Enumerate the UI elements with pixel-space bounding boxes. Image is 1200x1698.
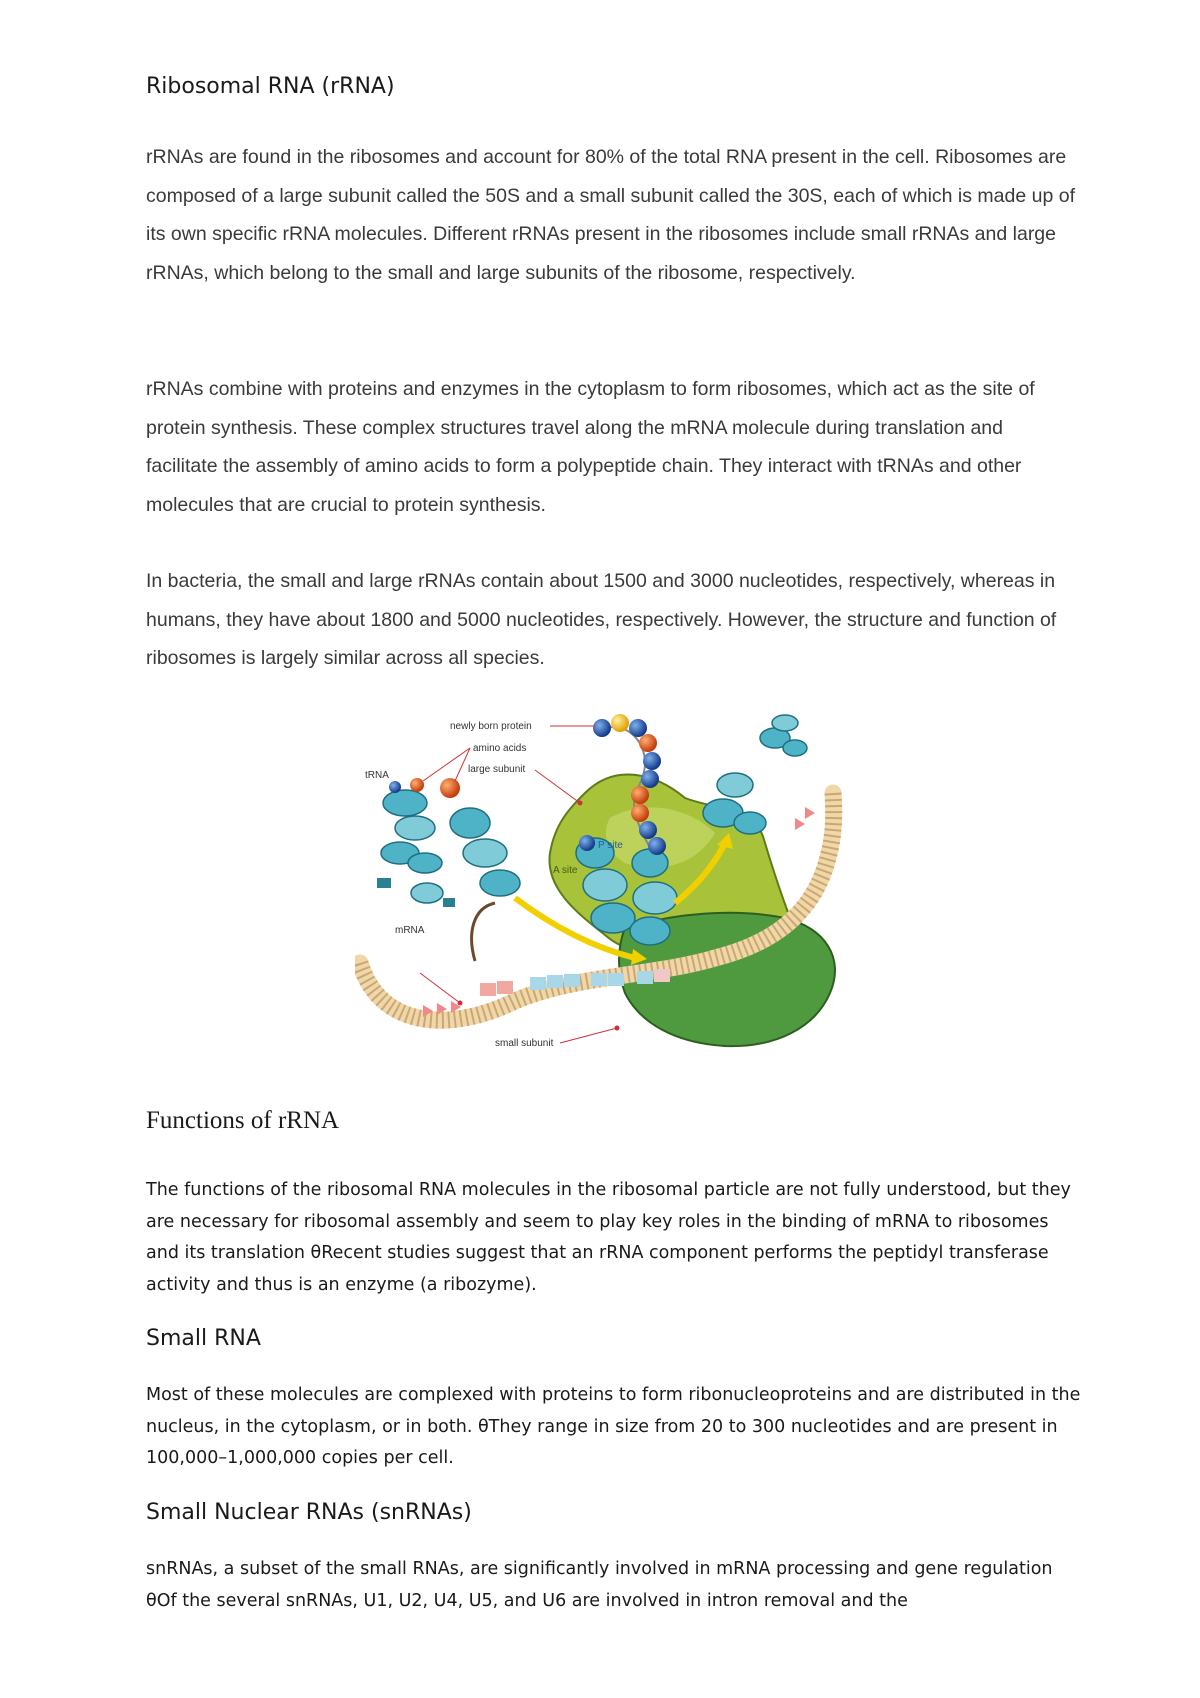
section-title-ribosomal-rna: Ribosomal RNA (rRNA) <box>146 74 395 99</box>
rrna-paragraph-3: In bacteria, the small and large rRNAs contain about 1500 and 3000 nucleotides, respectively, whereas in humans, they have about 1800 and 5000 nucleotides, respectively. However, the structure and function of ribosomes is largely similar across all species. <box>146 570 1057 669</box>
label-amino-acids: amino acids <box>473 743 527 754</box>
label-p-site: P site <box>598 840 623 851</box>
label-a-site: A site <box>553 865 578 876</box>
label-trna: tRNA <box>365 770 389 781</box>
ribosome-translation-diagram <box>355 703 865 1058</box>
trna-left-group <box>377 778 455 907</box>
section-title-small-rna: Small RNA <box>146 1326 261 1351</box>
rrna-paragraph-2: rRNAs combine with proteins and enzymes in the cytoplasm to form ribosomes, which act as the site of protein synthesis. These complex structures travel along the mRNA molecule during translation and facilitate the assembly of amino acids to form a polypeptide chain. They interact with tRNAs and other molecules that are crucial to protein synthesis. <box>146 378 1035 516</box>
trna-a-site <box>440 778 520 896</box>
trna-exiting <box>703 715 807 834</box>
label-newly-born-protein: newly born protein <box>450 721 532 732</box>
label-small-subunit: small subunit <box>495 1038 554 1049</box>
functions-paragraph: The functions of the ribosomal RNA molecules in the ribosomal particle are not fully understood, but they are necessary for ribosomal assembly and seem to play key roles in the binding of mRNA to ribosomes and its translation θRecent studies suggest that an rRNA component performs the peptidyl transferase activity and thus is an enzyme (a ribozyme). <box>146 1180 1071 1295</box>
rrna-paragraph-1: rRNAs are found in the ribosomes and account for 80% of the total RNA present in the cell. Ribosomes are composed of a large subunit called the 50S and a small subunit called the 30S, each of which is made up of its own specific rRNA molecules. Different rRNAs present in the ribosomes include small rRNAs and large rRNAs, which belong to the small and large subunits of the ribosome, respectively. <box>146 146 1075 284</box>
section-title-functions-of-rrna: Functions of rRNA <box>146 1107 340 1134</box>
snrna-paragraph: snRNAs, a subset of the small RNAs, are significantly involved in mRNA processing and gene regulation θOf the several snRNAs, U1, U2, U4, U5, and U6 are involved in intron removal and the <box>146 1559 1053 1611</box>
section-title-snrnas: Small Nuclear RNAs (snRNAs) <box>146 1500 472 1525</box>
label-large-subunit: large subunit <box>468 764 526 775</box>
mrna-5prime-tail <box>472 903 495 961</box>
label-mrna: mRNA <box>395 925 425 936</box>
small-rna-paragraph: Most of these molecules are complexed with proteins to form ribonucleoproteins and are distributed in the nucleus, in the cytoplasm, or in both. θThey range in size from 20 to 300 nucleotides and are present in 100,000–1,000,000 copies per cell. <box>146 1385 1081 1468</box>
